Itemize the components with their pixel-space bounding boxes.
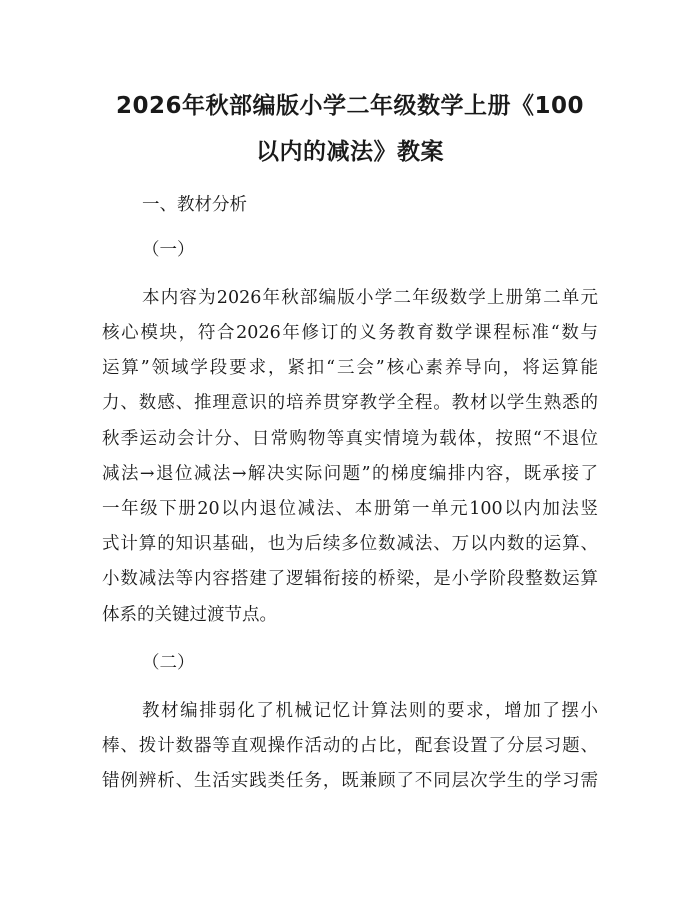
paragraph-2-line: 错例辨析、生活实践类任务，既兼顾了不同层次学生的学习需 [102, 771, 598, 791]
paragraph-2-line: 教材编排弱化了机械记忆计算法则的要求，增加了摆小 [142, 701, 598, 721]
paragraph-1-line: 秋季运动会计分、日常购物等真实情境为载体，按照“不退位 [102, 429, 598, 449]
document-title-line-2: 以内的减法》教案 [256, 139, 444, 165]
paragraph-1-line: 本内容为2026年秋部编版小学二年级数学上册第二单元 [142, 288, 598, 308]
paragraph-1-line: 式计算的知识基础，也为后续多位数减法、万以内数的运算、 [102, 534, 598, 554]
paragraph-1-line: 体系的关键过渡节点。 [102, 605, 277, 625]
paragraph-1-line: 核心模块，符合2026年修订的义务教育数学课程标准“数与 [102, 323, 598, 343]
paragraph-1-line: 一年级下册20以内退位减法、本册第一单元100以内加法竖 [102, 499, 598, 519]
paragraph-1-line: 力、数感、推理意识的培养贯穿教学全程。教材以学生熟悉的 [102, 393, 598, 413]
section-heading-textbook-analysis: 一、教材分析 [142, 195, 247, 215]
document-title-line-1: 2026年秋部编版小学二年级数学上册《100 [115, 93, 585, 119]
paragraph-1-line: 减法→退位减法→解决实际问题”的梯度编排内容，既承接了 [102, 464, 598, 484]
subsection-heading-1: （一） [142, 240, 195, 260]
paragraph-1-line: 小数减法等内容搭建了逻辑衔接的桥梁，是小学阶段整数运算 [102, 569, 598, 589]
paragraph-1-line: 运算”领域学段要求，紧扣“三会”核心素养导向，将运算能 [102, 358, 598, 378]
paragraph-2-line: 棒、拨计数器等直观操作活动的占比，配套设置了分层习题、 [102, 736, 598, 756]
subsection-heading-2: （二） [142, 653, 195, 673]
